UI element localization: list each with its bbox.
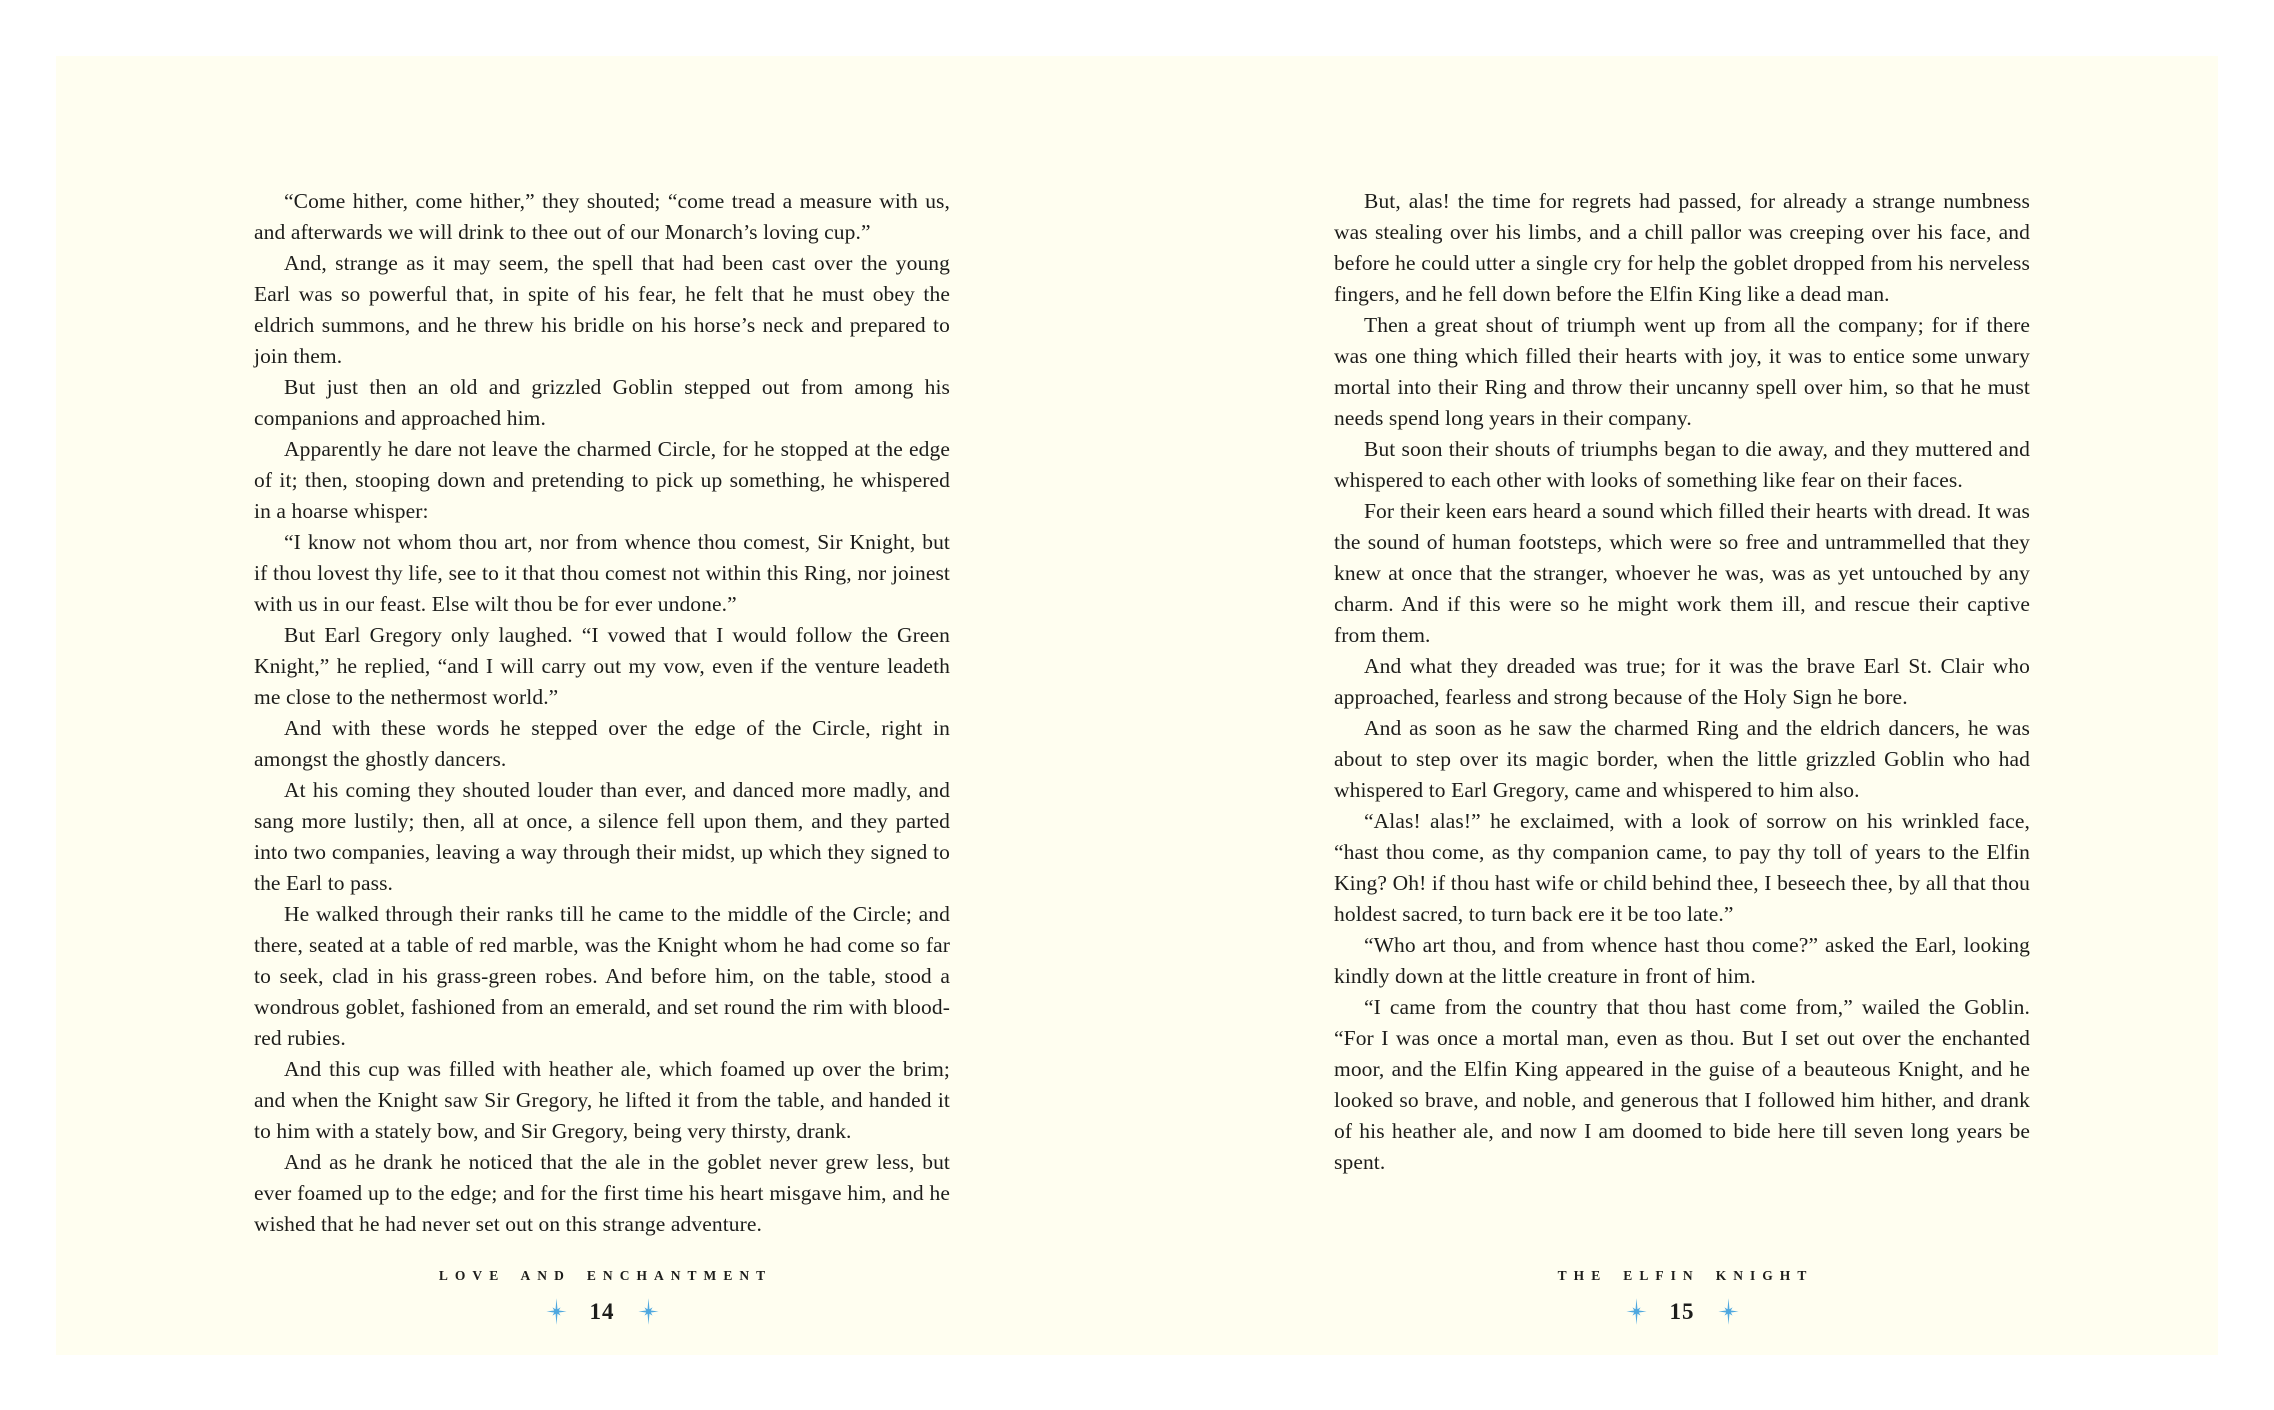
paragraph: And with these words he stepped over the edge of the Circle, right in amongst the ghostly dancers. bbox=[254, 716, 950, 771]
paragraph: And as soon as he saw the charmed Ring and the eldrich dancers, he was about to step over its magic border, when the little grizzled Goblin who had whispered to Earl Gregory, came and whispered to him also. bbox=[1334, 716, 2030, 802]
paragraph: And, strange as it may seem, the spell that had been cast over the young Earl was so powerful that, in spite of his fear, he felt that he must obey the eldrich summons, and he threw his bridle on his horse’s neck and prepared to join them. bbox=[254, 251, 950, 368]
page-number: 15 bbox=[1669, 1298, 1695, 1324]
sparkle-star-icon bbox=[637, 1297, 660, 1326]
paragraph: “Who art thou, and from whence hast thou come?” asked the Earl, looking kindly down at the little creature in front of him. bbox=[1334, 933, 2030, 988]
paragraph: But Earl Gregory only laughed. “I vowed that I would follow the Green Knight,” he replied, “and I will carry out my vow, even if the venture leadeth me close to the nethermost world.” bbox=[254, 623, 950, 709]
paragraph: Then a great shout of triumph went up from all the company; for if there was one thing which filled their hearts with joy, it was to entice some unwary mortal into their Ring and throw their uncanny spell over him, so that he must needs spend long years in their company. bbox=[1334, 313, 2030, 430]
paragraph: “Come hither, come hither,” they shouted; “come tread a measure with us, and afterwards we will drink to thee out of our Monarch’s loving cup.” bbox=[254, 189, 950, 244]
paragraph: “I know not whom thou art, nor from whence thou comest, Sir Knight, but if thou lovest thy life, see to it that thou comest not within this Ring, nor joinest with us in our feast. Else wilt thou be for ever undone.” bbox=[254, 530, 950, 616]
paragraph: But just then an old and grizzled Goblin stepped out from among his companions and approached him. bbox=[254, 375, 950, 430]
sparkle-star-icon bbox=[1717, 1297, 1740, 1326]
book-spread bbox=[56, 56, 2218, 1355]
running-footer-title: LOVE AND ENCHANTMENT bbox=[438, 1268, 773, 1283]
running-footer-title: THE ELFIN KNIGHT bbox=[1557, 1268, 1814, 1283]
paragraph: Apparently he dare not leave the charmed Circle, for he stopped at the edge of it; then, stooping down and pretending to pick up something, he whispered in a hoarse whisper: bbox=[254, 437, 950, 523]
paragraph: And what they dreaded was true; for it was the brave Earl St. Clair who approached, fearless and strong because of the Holy Sign he bore. bbox=[1334, 654, 2030, 709]
paragraph: But soon their shouts of triumphs began to die away, and they muttered and whispered to each other with looks of something like fear on their faces. bbox=[1334, 437, 2030, 492]
right-page-footer bbox=[1334, 1268, 2030, 1326]
sparkle-star-icon bbox=[545, 1297, 568, 1326]
sparkle-star-icon bbox=[1625, 1297, 1648, 1326]
paragraph: For their keen ears heard a sound which filled their hearts with dread. It was the sound of human footsteps, which were so free and untrammelled that they knew at once that the stranger, whoever he was, was as yet untouched by any charm. And if this were so he might work them ill, and rescue their captive from them. bbox=[1334, 499, 2030, 647]
paragraph: “I came from the country that thou hast come from,” wailed the Goblin. “For I was once a mortal man, even as thou. But I set out over the enchanted moor, and the Elfin King appeared in the guise of a beauteous Knight, and he looked so brave, and noble, and generous that I followed him hither, and drank of his heather ale, and now I am doomed to bide here till seven long years be spent. bbox=[1334, 995, 2030, 1174]
paragraph: He walked through their ranks till he came to the middle of the Circle; and there, seated at a table of red marble, was the Knight whom he had come so far to seek, clad in his grass-green robes. And before him, on the table, stood a wondrous goblet, fashioned from an emerald, and set round the rim with blood-red rubies. bbox=[254, 902, 950, 1050]
left-page-text bbox=[254, 186, 950, 1240]
right-page-text bbox=[1334, 186, 2030, 1178]
page-number-row bbox=[1334, 1297, 2030, 1326]
paragraph: And as he drank he noticed that the ale in the goblet never grew less, but ever foamed up to the edge; and for the first time his heart misgave him, and he wished that he had never set out on this strange adventure. bbox=[254, 1150, 950, 1236]
left-page-footer bbox=[254, 1268, 950, 1326]
paragraph: But, alas! the time for regrets had passed, for already a strange numbness was stealing over his limbs, and a chill pallor was creeping over his face, and before he could utter a single cry for help the goblet dropped from his nerveless fingers, and he fell down before the Elfin King like a dead man. bbox=[1334, 189, 2030, 306]
paragraph: And this cup was filled with heather ale, which foamed up over the brim; and when the Knight saw Sir Gregory, he lifted it from the table, and handed it to him with a stately bow, and Sir Gregory, being very thirsty, drank. bbox=[254, 1057, 950, 1143]
paragraph: “Alas! alas!” he exclaimed, with a look of sorrow on his wrinkled face, “hast thou come, as thy companion came, to pay thy toll of years to the Elfin King? Oh! if thou hast wife or child behind thee, I beseech thee, by all that thou holdest sacred, to turn back ere it be too late.” bbox=[1334, 809, 2030, 926]
page-number-row bbox=[254, 1297, 950, 1326]
paragraph: At his coming they shouted louder than ever, and danced more madly, and sang more lustily; then, all at once, a silence fell upon them, and they parted into two companies, leaving a way through their midst, up which they signed to the Earl to pass. bbox=[254, 778, 950, 895]
page-number: 14 bbox=[589, 1298, 615, 1324]
